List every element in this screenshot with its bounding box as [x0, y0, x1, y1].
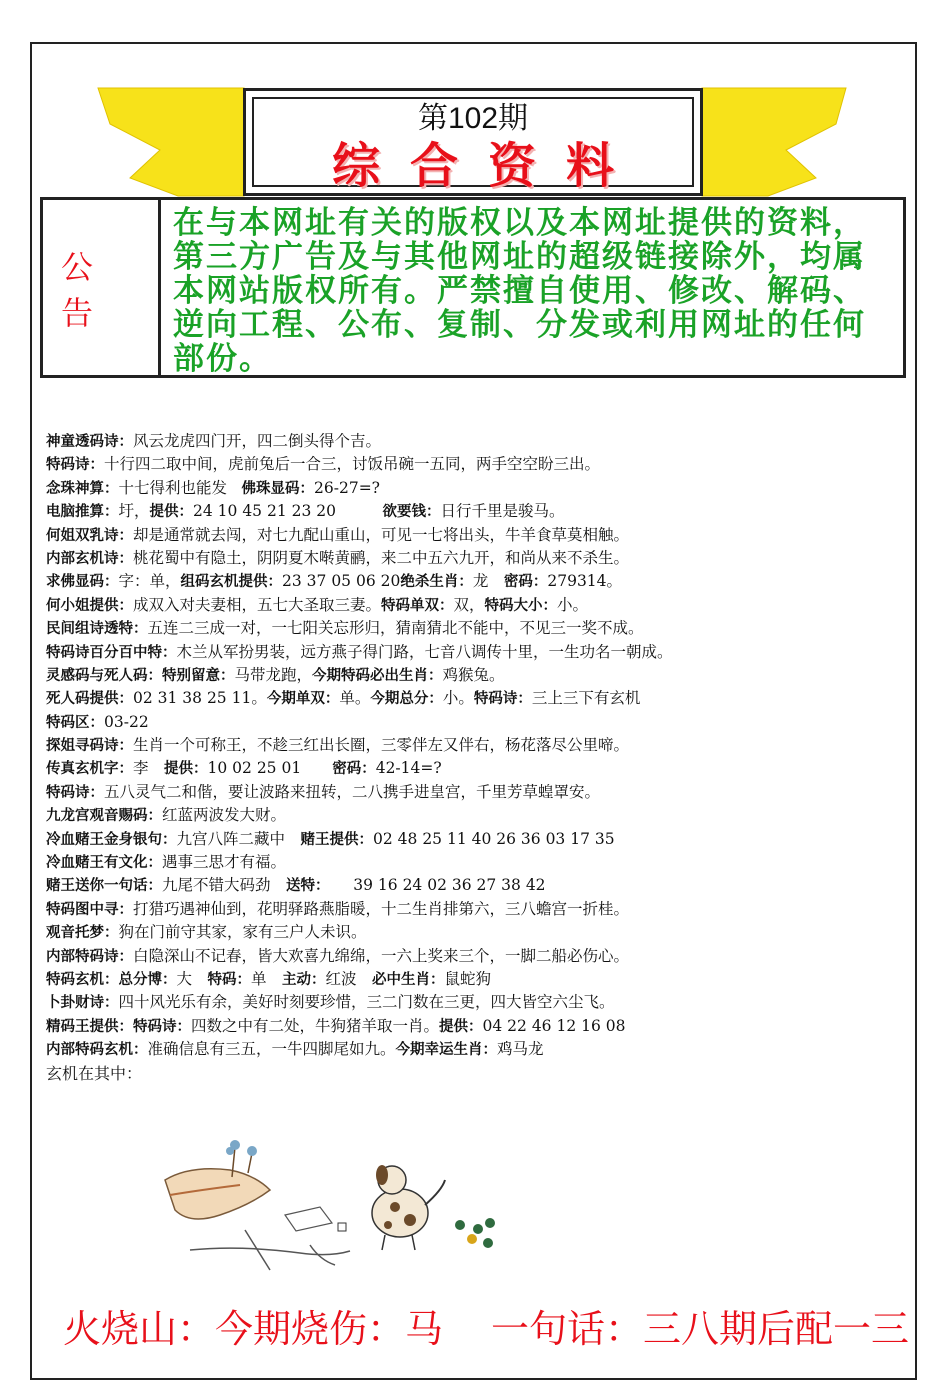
- line-key: 总分博：: [118, 970, 177, 988]
- info-line: [46, 664, 906, 687]
- line-value: 遇事三思才有福。: [162, 853, 287, 872]
- info-line: [46, 945, 906, 968]
- info-line: [46, 898, 906, 921]
- line-value: 龙: [472, 572, 504, 591]
- info-line: [46, 477, 906, 500]
- line-value: 04 22 46 12 16 08: [482, 1016, 626, 1035]
- line-key: 今期单双：: [266, 690, 340, 708]
- info-line: [46, 617, 906, 640]
- line-value: 桃花蜀中有隐土，阴阴夏木啭黄鹂，来二中五六九开，和尚从来不杀生。: [133, 548, 630, 567]
- line-key: 求佛显码：: [46, 573, 119, 591]
- line-key: 特码大小：: [484, 596, 558, 614]
- line-key: 必中生肖：: [372, 970, 445, 988]
- line-value: 小。: [442, 689, 474, 708]
- line-value: 木兰从军扮男装，远方燕子得门路，七音八调传十里，一生功名一朝成。: [176, 642, 673, 661]
- info-line: [46, 500, 906, 523]
- line-key: 传真玄机字：: [46, 760, 133, 778]
- line-value: 白隐深山不记春，皆大欢喜九绵绵，一六上奖来三个，一脚二船必伤心。: [133, 946, 630, 965]
- page-title: 综合资料: [331, 138, 644, 194]
- line-value: 马带龙跑，: [234, 665, 313, 684]
- footer-one-sentence: 一句话：三八期后配一三: [491, 1307, 910, 1351]
- notice-text: 在与本网址有关的版权以及本网址提供的资料，第三方广告及与其他网址的超级链接除外，均属本网站版权所有。严禁擅自使用、修改、解码、逆向工程、公布、复制、分发或利用网址的任何部份。: [173, 205, 866, 377]
- info-line: [46, 453, 906, 476]
- info-line: [46, 594, 906, 617]
- info-lines: [46, 430, 906, 1085]
- line-key: 特码诗：: [473, 690, 532, 708]
- info-line: [46, 734, 906, 757]
- line-value: 42-14=?: [375, 759, 442, 778]
- notice-box: [40, 197, 906, 378]
- info-line: [46, 757, 906, 780]
- line-value: 鸡马龙: [497, 1040, 544, 1059]
- line-key: 何小姐提供：: [46, 596, 133, 614]
- line-key: 绝杀生肖：: [400, 573, 473, 591]
- info-line: [46, 781, 906, 804]
- line-key: 冷血赌王有文化：: [46, 854, 162, 872]
- info-line: [46, 524, 906, 547]
- notice-label: 公告: [43, 200, 161, 375]
- line-key: 今期特码必出生肖：: [312, 666, 443, 684]
- line-value: 十行四二取中间，虎前兔后一合三，讨饭吊碗一五同，两手空空盼三出。: [104, 455, 601, 474]
- line-key: 电脑推算：: [46, 503, 119, 521]
- info-line: [46, 711, 906, 734]
- line-key: 观音托梦：: [46, 924, 119, 942]
- line-value: 26-27=?: [314, 478, 380, 497]
- line-key: 特码区：: [46, 713, 104, 731]
- line-key: 密码：: [332, 760, 376, 778]
- line-value: 39 16 24 02 36 27 38 42: [322, 876, 546, 895]
- line-key: 欲要钱：: [382, 503, 441, 521]
- info-line: [46, 641, 906, 664]
- line-value: 02 48 25 11 40 26 36 03 17 35: [373, 829, 615, 848]
- line-key: 赌王提供：: [300, 830, 374, 848]
- line-key: 特码诗百分百中特：: [46, 643, 177, 661]
- info-line: [46, 1038, 906, 1061]
- line-value: 圩，: [118, 502, 150, 521]
- line-key: 组码玄机提供：: [180, 573, 283, 591]
- info-line: [46, 687, 906, 710]
- line-key: 卜卦财诗：: [46, 994, 119, 1012]
- line-key: 死人码提供：: [46, 690, 133, 708]
- info-line: [46, 804, 906, 827]
- line-key: 九龙宫观音赐码：: [46, 807, 162, 825]
- line-key: 冷血赌王金身银句：: [46, 830, 177, 848]
- line-value: 狗在门前守其家，家有三户人未识。: [118, 923, 367, 942]
- dog-sketch-illustration: [160, 1135, 540, 1280]
- issue-title-box: [243, 88, 703, 196]
- line-value: 生肖一个可称王，不趁三红出长圈，三零伴左又伴右，杨花落尽公里啼。: [133, 736, 630, 755]
- line-key: 内部特码诗：: [46, 947, 133, 965]
- line-value: 单: [251, 969, 283, 988]
- line-key: 内部特码玄机：: [46, 1041, 148, 1059]
- line-value: 五连二三成一对，一七阳关忘形归，猜南猜北不能中，不见三一奖不成。: [147, 619, 644, 638]
- info-line: [46, 991, 906, 1014]
- line-value: 03-22: [104, 712, 149, 731]
- line-key: 灵感码与死人码：: [46, 666, 162, 684]
- line-key: 神童透码诗：: [46, 433, 133, 450]
- line-key: 特码图中寻：: [46, 900, 133, 918]
- line-value: 李: [133, 759, 165, 778]
- line-value: 成双入对夫妻相，五七大圣取三妻。: [133, 595, 382, 614]
- line-value: 三上三下有玄机: [531, 689, 641, 708]
- footer-tip: [63, 1298, 909, 1353]
- line-value: 红蓝两波发大财。: [162, 806, 287, 825]
- info-line: [46, 828, 906, 851]
- line-key: 赌王送你一句话：: [46, 877, 162, 895]
- line-value: 玄机在其中：: [46, 1063, 143, 1083]
- line-value: 打猎巧遇神仙到，花明驿路燕脂暖，十二生肖排第六，三八蟾宫一折桂。: [133, 899, 630, 918]
- line-key: 特码诗：: [46, 783, 104, 801]
- line-value: 却是通常就去闯，对七九配山重山，可见一七将出头，牛羊食草莫相触。: [133, 525, 630, 544]
- line-key: 特码诗：: [46, 456, 104, 474]
- line-value: 24 10 45 21 23 20: [193, 502, 383, 521]
- line-key: 内部玄机诗：: [46, 549, 133, 567]
- line-key: 念珠神算：: [46, 479, 119, 497]
- line-key: 佛珠显码：: [227, 479, 315, 497]
- line-value: 四十风光乐有余，美好时刻要珍惜，三二门数在三更，四大皆空六尘飞。: [118, 993, 615, 1012]
- line-value: 23 37 05 06 20: [282, 572, 401, 591]
- line-value: 单。: [339, 689, 371, 708]
- line-key: 特码玄机：: [46, 970, 119, 988]
- line-key: 送特：: [286, 877, 323, 895]
- line-value: 鼠蛇狗: [444, 969, 492, 988]
- line-key: 今期总分：: [370, 690, 443, 708]
- line-value: 九尾不错大码劲: [162, 876, 287, 895]
- line-key: 提供：: [164, 760, 208, 778]
- issue-number: 第102期: [417, 102, 529, 135]
- line-value: 准确信息有三五，一牛四脚尾如九。: [147, 1040, 396, 1059]
- line-key: 探姐寻码诗：: [46, 737, 133, 755]
- line-value: 四数之中有二处，牛狗猪羊取一肖。: [191, 1016, 440, 1035]
- line-key: 特别留意：: [162, 666, 235, 684]
- line-value: 双，: [453, 595, 485, 614]
- info-line: [46, 430, 906, 453]
- line-key: 提供：: [149, 503, 194, 521]
- line-value: 字：单，: [118, 572, 181, 591]
- footer-fire-mountain: 火烧山：今期烧伤：马: [63, 1307, 444, 1351]
- line-key: 精码王提供：: [46, 1017, 133, 1035]
- line-value: 十七得利也能发: [118, 478, 228, 497]
- info-line: [46, 851, 906, 874]
- info-line: [46, 547, 906, 570]
- line-value: 鸡猴兔。: [442, 665, 505, 684]
- line-key: 主动：: [282, 970, 326, 988]
- line-key: 民间组诗透特：: [46, 620, 148, 638]
- line-value: 大: [176, 969, 208, 988]
- info-line: [46, 570, 906, 593]
- line-key: 密码：: [503, 573, 548, 591]
- info-line: [46, 874, 906, 897]
- line-key: 特码单双：: [381, 596, 454, 614]
- line-value: 五八灵气二和偕，要让波路来扭转，二八携手进皇宫，千里芳草蝗罩安。: [104, 782, 601, 801]
- line-value: 02 31 38 25 11。: [133, 689, 267, 708]
- info-line: [46, 921, 906, 944]
- line-key: 何姐双乳诗：: [46, 526, 133, 544]
- line-value: 风云龙虎四门开，四二倒头得个吉。: [133, 432, 382, 450]
- line-key: 今期幸运生肖：: [395, 1041, 498, 1059]
- line-value: 九宫八阵二藏中: [176, 829, 301, 848]
- line-value: 10 02 25 01: [207, 759, 333, 778]
- line-value: 279314。: [547, 572, 623, 591]
- info-line: [46, 968, 906, 991]
- line-value: 日行千里是骏马。: [440, 502, 565, 521]
- line-key: 特码：: [207, 970, 252, 988]
- line-value: 小。: [557, 595, 589, 614]
- line-key: 提供：: [439, 1017, 483, 1035]
- info-line: [46, 1062, 906, 1085]
- info-line: [46, 1015, 906, 1038]
- line-value: 红波: [325, 969, 373, 988]
- line-key: 特码诗：: [133, 1017, 191, 1035]
